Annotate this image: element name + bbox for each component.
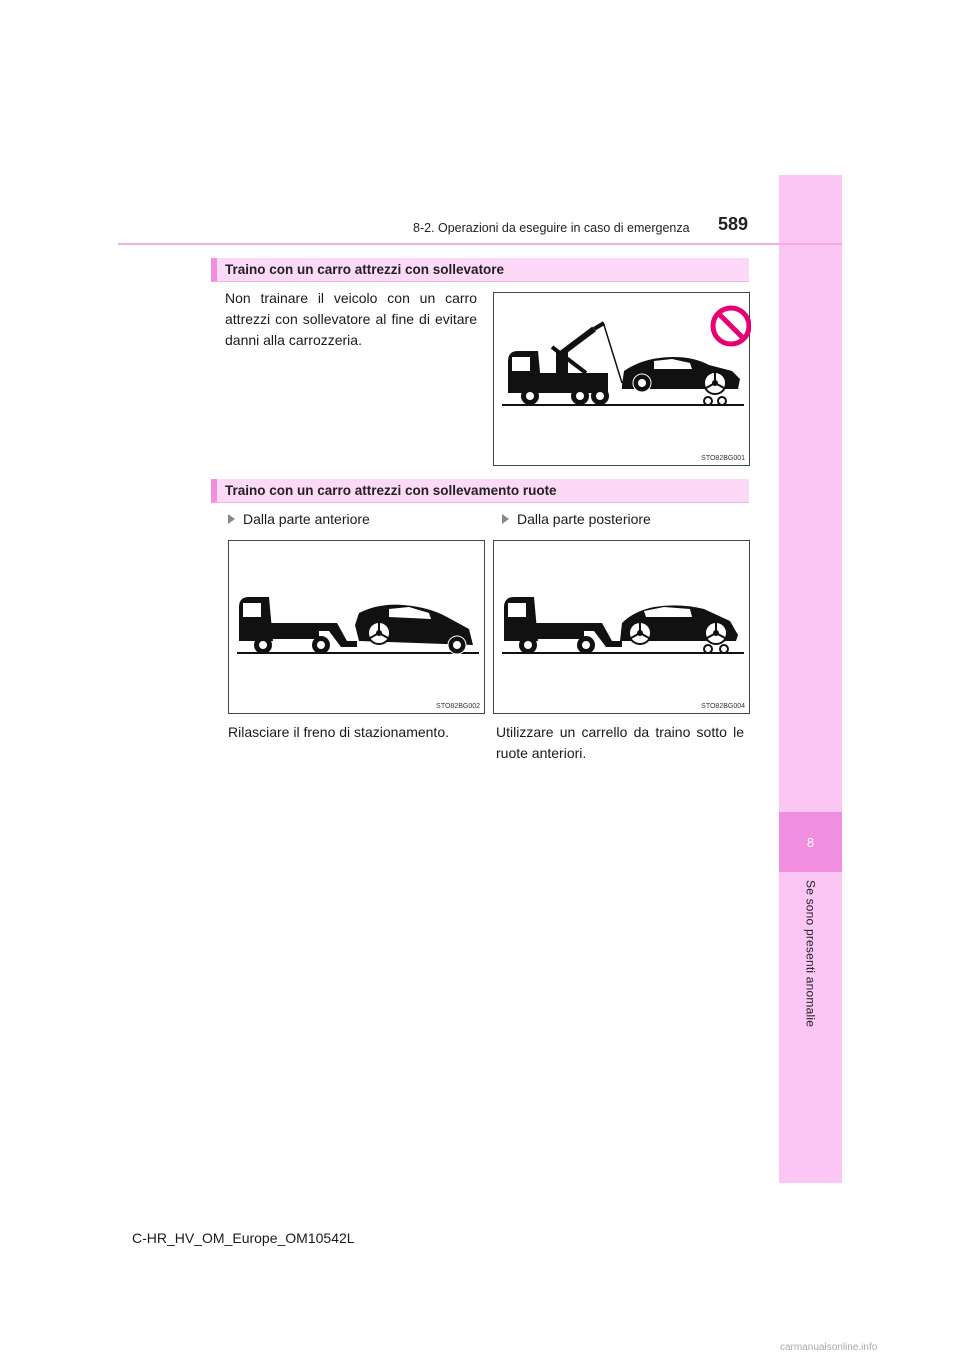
section-title-2: Traino con un carro attrezzi con sollevamento ruote (225, 483, 557, 498)
figure-code: STO82BG001 (701, 455, 745, 462)
section-title-1: Traino con un carro attrezzi con sollevatore (225, 262, 505, 277)
figure-code: STO82BG004 (701, 703, 745, 710)
bullet-rear (502, 511, 651, 527)
rear-caption: Utilizzare un carrello da traino sotto le ruote anteriori. (496, 724, 744, 761)
page-number: 589 (718, 214, 749, 234)
document-id: C-HR_HV_OM_Europe_OM10542L (132, 1230, 355, 1246)
triangle-bullet-icon (228, 514, 235, 524)
bullet-front (228, 511, 370, 527)
figure-code: STO82BG002 (436, 703, 480, 710)
chapter-number: 8 (779, 812, 842, 872)
bullet-front-label: Dalla parte anteriore (243, 511, 370, 527)
chapter-title: Se sono presenti anomalie (803, 880, 818, 1028)
section-title-bar-1 (211, 258, 749, 282)
triangle-bullet-icon (502, 514, 509, 524)
bullet-rear-label: Dalla parte posteriore (517, 511, 651, 527)
wheel-lift-front-illustration (229, 541, 486, 715)
figure-flatbed-tow (493, 292, 750, 466)
figure-front-tow (228, 540, 485, 714)
watermark: carmanualsonline.info (780, 1342, 878, 1353)
section-header-title: 8-2. Operazioni da eseguire in caso di emergenza (413, 221, 690, 235)
front-caption: Rilasciare il freno di stazionamento. (228, 724, 449, 740)
section-title-bar-2 (211, 479, 749, 503)
tow-truck-lift-illustration (494, 293, 751, 467)
figure-rear-tow (493, 540, 750, 714)
wheel-lift-rear-illustration (494, 541, 751, 715)
chapter-title-container (779, 880, 842, 1080)
section-1-text: Non trainare il veicolo con un carro attrezzi con sollevatore al fine di evitare danni alla carrozzeria. (225, 290, 477, 348)
header-divider (118, 243, 842, 245)
prohibited-icon (713, 308, 749, 344)
